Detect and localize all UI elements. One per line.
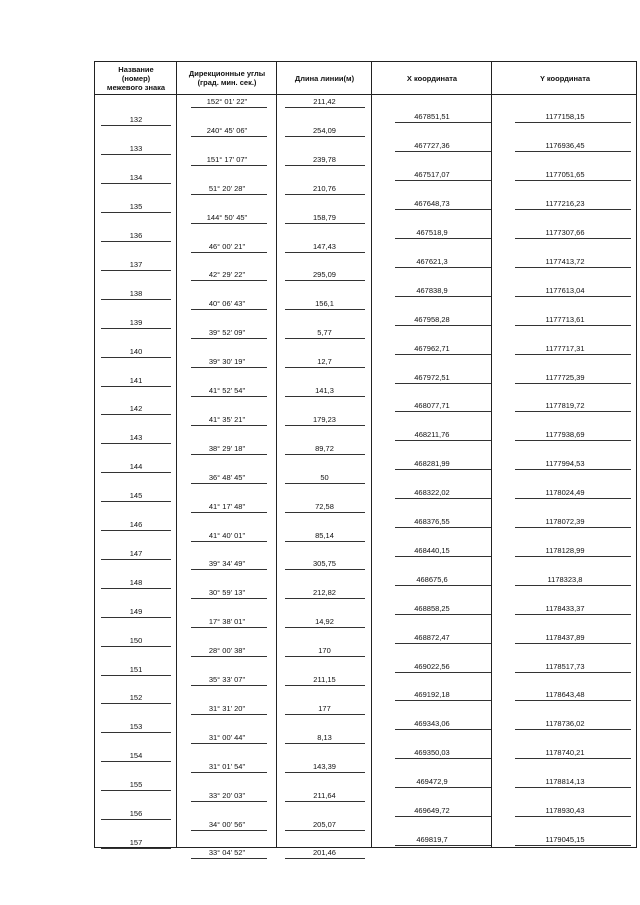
- row-underline: [101, 386, 171, 387]
- row-underline: [285, 338, 365, 339]
- line-length: 50: [320, 472, 329, 482]
- row-underline: [101, 414, 171, 415]
- row-underline: [285, 685, 365, 686]
- row-underline: [285, 425, 365, 426]
- direction-angle: 41° 17' 48": [208, 501, 246, 511]
- y-coordinate: 1178930,43: [545, 806, 585, 816]
- line-length: 158,79: [313, 212, 336, 222]
- row-underline: [101, 501, 171, 502]
- row-underline: [515, 556, 631, 557]
- y-coordinate: 1177613,04: [545, 285, 585, 295]
- row-underline: [285, 194, 365, 195]
- line-length: 201,46: [313, 848, 336, 858]
- y-coordinate: 1178643,48: [545, 690, 585, 700]
- row-underline: [285, 772, 365, 773]
- row-underline: [515, 643, 631, 644]
- row-underline: [395, 440, 491, 441]
- direction-angle: 31° 31' 20": [208, 703, 246, 713]
- x-coordinate: 469343,06: [414, 719, 450, 729]
- row-underline: [191, 714, 267, 715]
- x-coordinate: 469192,18: [414, 690, 450, 700]
- row-underline: [515, 383, 631, 384]
- line-length: 12,7: [317, 357, 332, 367]
- y-coordinate: 1178437,89: [545, 632, 585, 642]
- y-coordinate: 1177158,15: [545, 112, 585, 122]
- direction-angle: 240° 45' 06": [206, 125, 248, 135]
- row-underline: [285, 858, 365, 859]
- y-coordinate: 1178736,02: [545, 719, 585, 729]
- row-underline: [285, 483, 365, 484]
- point-name: 144: [129, 462, 143, 472]
- row-underline: [101, 675, 171, 676]
- row-underline: [395, 180, 491, 181]
- x-coordinate: 468322,02: [414, 488, 450, 498]
- row-underline: [191, 627, 267, 628]
- line-length: 211,42: [313, 97, 336, 106]
- row-underline: [515, 672, 631, 673]
- row-underline: [285, 512, 365, 513]
- point-name: 141: [129, 375, 143, 385]
- point-name: 156: [129, 809, 143, 819]
- row-underline: [285, 656, 365, 657]
- row-underline: [285, 569, 365, 570]
- point-name: 147: [129, 548, 143, 558]
- row-underline: [395, 267, 491, 268]
- point-name: 148: [129, 577, 143, 587]
- point-name: 140: [129, 346, 143, 356]
- point-name: 153: [129, 722, 143, 732]
- row-underline: [191, 598, 267, 599]
- header-angle: Дирекционные углы (град. мин. сек.): [188, 69, 266, 87]
- direction-angle: 39° 30' 19": [208, 357, 246, 367]
- y-coordinate: 1177819,72: [545, 401, 585, 411]
- direction-angle: 51° 20' 28": [208, 183, 246, 193]
- row-underline: [191, 801, 267, 802]
- direction-angle: 38° 29' 18": [208, 443, 246, 453]
- x-coordinate: 468077,71: [414, 401, 450, 411]
- row-underline: [395, 238, 491, 239]
- y-coordinate: 1176936,45: [545, 141, 585, 151]
- y-coordinate: 1178814,13: [545, 777, 585, 787]
- y-coordinate: 1177725,39: [545, 372, 585, 382]
- y-coordinate: 1177307,66: [545, 228, 585, 238]
- row-underline: [515, 758, 631, 759]
- row-underline: [515, 527, 631, 528]
- row-underline: [191, 858, 267, 859]
- line-length: 254,09: [313, 125, 336, 135]
- line-length: 156,1: [315, 299, 334, 309]
- row-underline: [395, 643, 491, 644]
- row-underline: [191, 280, 267, 281]
- line-length: 211,64: [313, 790, 336, 800]
- row-underline: [395, 354, 491, 355]
- row-underline: [515, 614, 631, 615]
- y-coordinate: 1178517,73: [545, 661, 585, 671]
- direction-angle: 17° 38' 01": [208, 617, 246, 627]
- line-length: 141,3: [315, 386, 334, 395]
- y-coordinate: 1177216,23: [545, 199, 585, 209]
- row-underline: [191, 107, 267, 108]
- line-length: 179,23: [313, 414, 336, 424]
- row-underline: [395, 527, 491, 528]
- point-name: 149: [129, 606, 143, 616]
- x-coordinate: 467972,51: [414, 372, 450, 382]
- direction-angle: 35° 33' 07": [208, 675, 246, 684]
- row-underline: [395, 614, 491, 615]
- row-underline: [395, 296, 491, 297]
- direction-angle: 41° 35' 21": [208, 414, 246, 424]
- row-underline: [101, 703, 171, 704]
- direction-angle: 31° 01' 54": [208, 761, 246, 771]
- row-underline: [191, 483, 267, 484]
- line-length: 295,09: [313, 270, 336, 280]
- direction-angle: 39° 34' 49": [208, 559, 246, 569]
- row-underline: [191, 396, 267, 397]
- point-name: 133: [129, 144, 143, 154]
- line-length: 205,07: [313, 819, 336, 829]
- row-underline: [395, 585, 491, 586]
- header-x: X координата: [406, 73, 458, 83]
- row-underline: [191, 136, 267, 137]
- row-underline: [515, 787, 631, 788]
- row-underline: [395, 209, 491, 210]
- row-underline: [395, 758, 491, 759]
- point-name: 142: [129, 404, 143, 414]
- row-underline: [395, 845, 491, 846]
- line-length: 89,72: [315, 443, 334, 453]
- point-name: 155: [129, 780, 143, 790]
- line-length: 5,77: [317, 328, 332, 338]
- row-underline: [101, 299, 171, 300]
- y-coordinate: 1177051,65: [545, 170, 585, 180]
- direction-angle: 152° 01' 22": [206, 97, 248, 106]
- direction-angle: 28° 00' 38": [208, 646, 246, 656]
- row-underline: [101, 212, 171, 213]
- y-coordinate: 1178072,39: [545, 517, 585, 527]
- row-underline: [515, 498, 631, 499]
- y-coordinate: 1177413,72: [545, 256, 585, 266]
- x-coordinate: 468675,6: [416, 574, 448, 584]
- point-name: 132: [129, 115, 143, 125]
- point-name: 143: [129, 433, 143, 443]
- row-underline: [191, 743, 267, 744]
- row-underline: [101, 125, 171, 126]
- y-coordinate: 1178323,8: [547, 574, 583, 584]
- x-coordinate: 469819,7: [416, 834, 448, 844]
- row-underline: [101, 183, 171, 184]
- line-length: 143,39: [313, 761, 336, 771]
- row-underline: [191, 165, 267, 166]
- row-underline: [191, 252, 267, 253]
- row-underline: [101, 646, 171, 647]
- header-y: Y координата: [539, 73, 591, 83]
- x-coordinate: 467838,9: [416, 285, 448, 295]
- row-underline: [515, 296, 631, 297]
- x-coordinate: 467621,3: [416, 256, 448, 266]
- row-underline: [191, 425, 267, 426]
- row-underline: [101, 790, 171, 791]
- line-length: 147,43: [313, 241, 336, 251]
- row-underline: [191, 454, 267, 455]
- y-coordinate: 1177938,69: [545, 430, 585, 440]
- point-name: 135: [129, 202, 143, 212]
- point-name: 139: [129, 317, 143, 327]
- row-underline: [395, 556, 491, 557]
- direction-angle: 144° 50' 45": [206, 212, 248, 222]
- row-underline: [395, 700, 491, 701]
- row-underline: [395, 325, 491, 326]
- row-underline: [191, 569, 267, 570]
- row-underline: [285, 280, 365, 281]
- direction-angle: 41° 52' 54": [208, 386, 246, 395]
- row-underline: [515, 845, 631, 846]
- direction-angle: 41° 40' 01": [208, 530, 246, 540]
- row-underline: [191, 541, 267, 542]
- direction-angle: 46° 00' 21": [208, 241, 246, 251]
- row-underline: [515, 209, 631, 210]
- row-underline: [101, 732, 171, 733]
- direction-angle: 42° 29' 22": [208, 270, 246, 280]
- row-underline: [285, 396, 365, 397]
- x-coordinate: 467962,71: [414, 343, 450, 353]
- row-underline: [285, 627, 365, 628]
- column-divider: [371, 62, 372, 847]
- row-underline: [515, 440, 631, 441]
- x-coordinate: 469649,72: [414, 806, 450, 816]
- line-length: 239,78: [313, 154, 336, 164]
- direction-angle: 39° 52' 09": [208, 328, 246, 338]
- column-divider: [276, 62, 277, 847]
- point-name: 157: [129, 837, 143, 847]
- row-underline: [285, 223, 365, 224]
- point-name: 145: [129, 491, 143, 501]
- row-underline: [191, 194, 267, 195]
- point-name: 146: [129, 520, 143, 530]
- row-underline: [515, 354, 631, 355]
- row-underline: [101, 270, 171, 271]
- row-underline: [515, 325, 631, 326]
- row-underline: [285, 107, 365, 108]
- row-underline: [191, 367, 267, 368]
- row-underline: [285, 454, 365, 455]
- direction-angle: 33° 20' 03": [208, 790, 246, 800]
- row-underline: [101, 819, 171, 820]
- y-coordinate: 1178740,21: [545, 748, 585, 758]
- direction-angle: 30° 59' 13": [208, 588, 246, 598]
- x-coordinate: 467851,51: [414, 112, 450, 122]
- row-underline: [515, 267, 631, 268]
- line-length: 8,13: [317, 732, 332, 742]
- point-name: 137: [129, 259, 143, 269]
- row-underline: [101, 848, 171, 849]
- direction-angle: 151° 17' 07": [206, 154, 248, 164]
- row-underline: [101, 154, 171, 155]
- row-underline: [395, 787, 491, 788]
- direction-angle: 33° 04' 52": [208, 848, 246, 858]
- row-underline: [191, 309, 267, 310]
- x-coordinate: 469022,56: [414, 661, 450, 671]
- boundary-points-table: [94, 61, 637, 858]
- row-underline: [285, 252, 365, 253]
- line-length: 211,15: [313, 675, 336, 684]
- row-underline: [191, 656, 267, 657]
- line-length: 305,75: [313, 559, 336, 569]
- row-underline: [101, 588, 171, 589]
- direction-angle: 31° 00' 44": [208, 732, 246, 742]
- row-underline: [395, 411, 491, 412]
- header-length: Длина линии(м): [294, 73, 355, 83]
- header-name: Название (номер) межевого знака: [106, 64, 166, 92]
- row-underline: [515, 729, 631, 730]
- row-underline: [101, 241, 171, 242]
- x-coordinate: 468872,47: [414, 632, 450, 642]
- point-name: 134: [129, 173, 143, 183]
- row-underline: [285, 801, 365, 802]
- row-underline: [515, 151, 631, 152]
- y-coordinate: 1177994,53: [545, 459, 585, 469]
- point-name: 151: [129, 664, 143, 674]
- row-underline: [101, 617, 171, 618]
- row-underline: [515, 411, 631, 412]
- row-underline: [395, 816, 491, 817]
- line-length: 85,14: [315, 530, 334, 540]
- row-underline: [515, 585, 631, 586]
- y-coordinate: 1178128,99: [545, 545, 585, 555]
- row-underline: [515, 469, 631, 470]
- row-underline: [285, 598, 365, 599]
- row-underline: [515, 700, 631, 701]
- x-coordinate: 468376,55: [414, 517, 450, 527]
- line-length: 72,58: [315, 501, 334, 511]
- row-underline: [191, 830, 267, 831]
- row-underline: [395, 729, 491, 730]
- point-name: 150: [129, 635, 143, 645]
- row-underline: [395, 122, 491, 123]
- row-underline: [395, 383, 491, 384]
- x-coordinate: 467958,28: [414, 314, 450, 324]
- x-coordinate: 468281,99: [414, 459, 450, 469]
- row-underline: [191, 685, 267, 686]
- point-name: 138: [129, 288, 143, 298]
- row-underline: [285, 367, 365, 368]
- x-coordinate: 467518,9: [416, 228, 448, 238]
- y-coordinate: 1178024,49: [545, 488, 585, 498]
- x-coordinate: 468440,15: [414, 545, 450, 555]
- row-underline: [191, 223, 267, 224]
- column-divider: [491, 62, 492, 847]
- line-length: 170: [318, 646, 331, 656]
- row-underline: [285, 743, 365, 744]
- row-underline: [101, 559, 171, 560]
- point-name: 154: [129, 751, 143, 761]
- row-underline: [191, 512, 267, 513]
- row-underline: [395, 498, 491, 499]
- x-coordinate: 469472,9: [416, 777, 448, 787]
- row-underline: [285, 714, 365, 715]
- row-underline: [285, 541, 365, 542]
- row-underline: [101, 761, 171, 762]
- row-underline: [101, 357, 171, 358]
- line-length: 14,92: [315, 617, 334, 627]
- line-length: 177: [318, 703, 331, 713]
- direction-angle: 36° 48' 45": [208, 472, 246, 482]
- row-underline: [395, 672, 491, 673]
- y-coordinate: 1177717,31: [545, 343, 585, 353]
- row-underline: [101, 328, 171, 329]
- row-underline: [285, 309, 365, 310]
- x-coordinate: 469350,03: [414, 748, 450, 758]
- row-underline: [515, 180, 631, 181]
- x-coordinate: 467727,36: [414, 141, 450, 151]
- point-name: 152: [129, 693, 143, 703]
- row-underline: [101, 530, 171, 531]
- x-coordinate: 467648,73: [414, 199, 450, 209]
- line-length: 210,76: [313, 183, 336, 193]
- row-underline: [515, 238, 631, 239]
- row-underline: [515, 816, 631, 817]
- y-coordinate: 1178433,37: [545, 603, 585, 613]
- line-length: 212,82: [313, 588, 336, 598]
- direction-angle: 40° 06' 43": [208, 299, 246, 309]
- row-underline: [101, 472, 171, 473]
- row-underline: [191, 338, 267, 339]
- row-underline: [515, 122, 631, 123]
- row-underline: [285, 136, 365, 137]
- row-underline: [101, 443, 171, 444]
- row-underline: [285, 165, 365, 166]
- x-coordinate: 468858,25: [414, 603, 450, 613]
- y-coordinate: 1177713,61: [545, 314, 585, 324]
- x-coordinate: 468211,76: [414, 430, 450, 440]
- row-underline: [395, 151, 491, 152]
- point-name: 136: [129, 231, 143, 241]
- row-underline: [191, 772, 267, 773]
- x-coordinate: 467517,07: [414, 170, 450, 180]
- y-coordinate: 1179045,15: [545, 834, 585, 844]
- row-underline: [395, 469, 491, 470]
- row-underline: [285, 830, 365, 831]
- direction-angle: 34° 00' 56": [208, 819, 246, 829]
